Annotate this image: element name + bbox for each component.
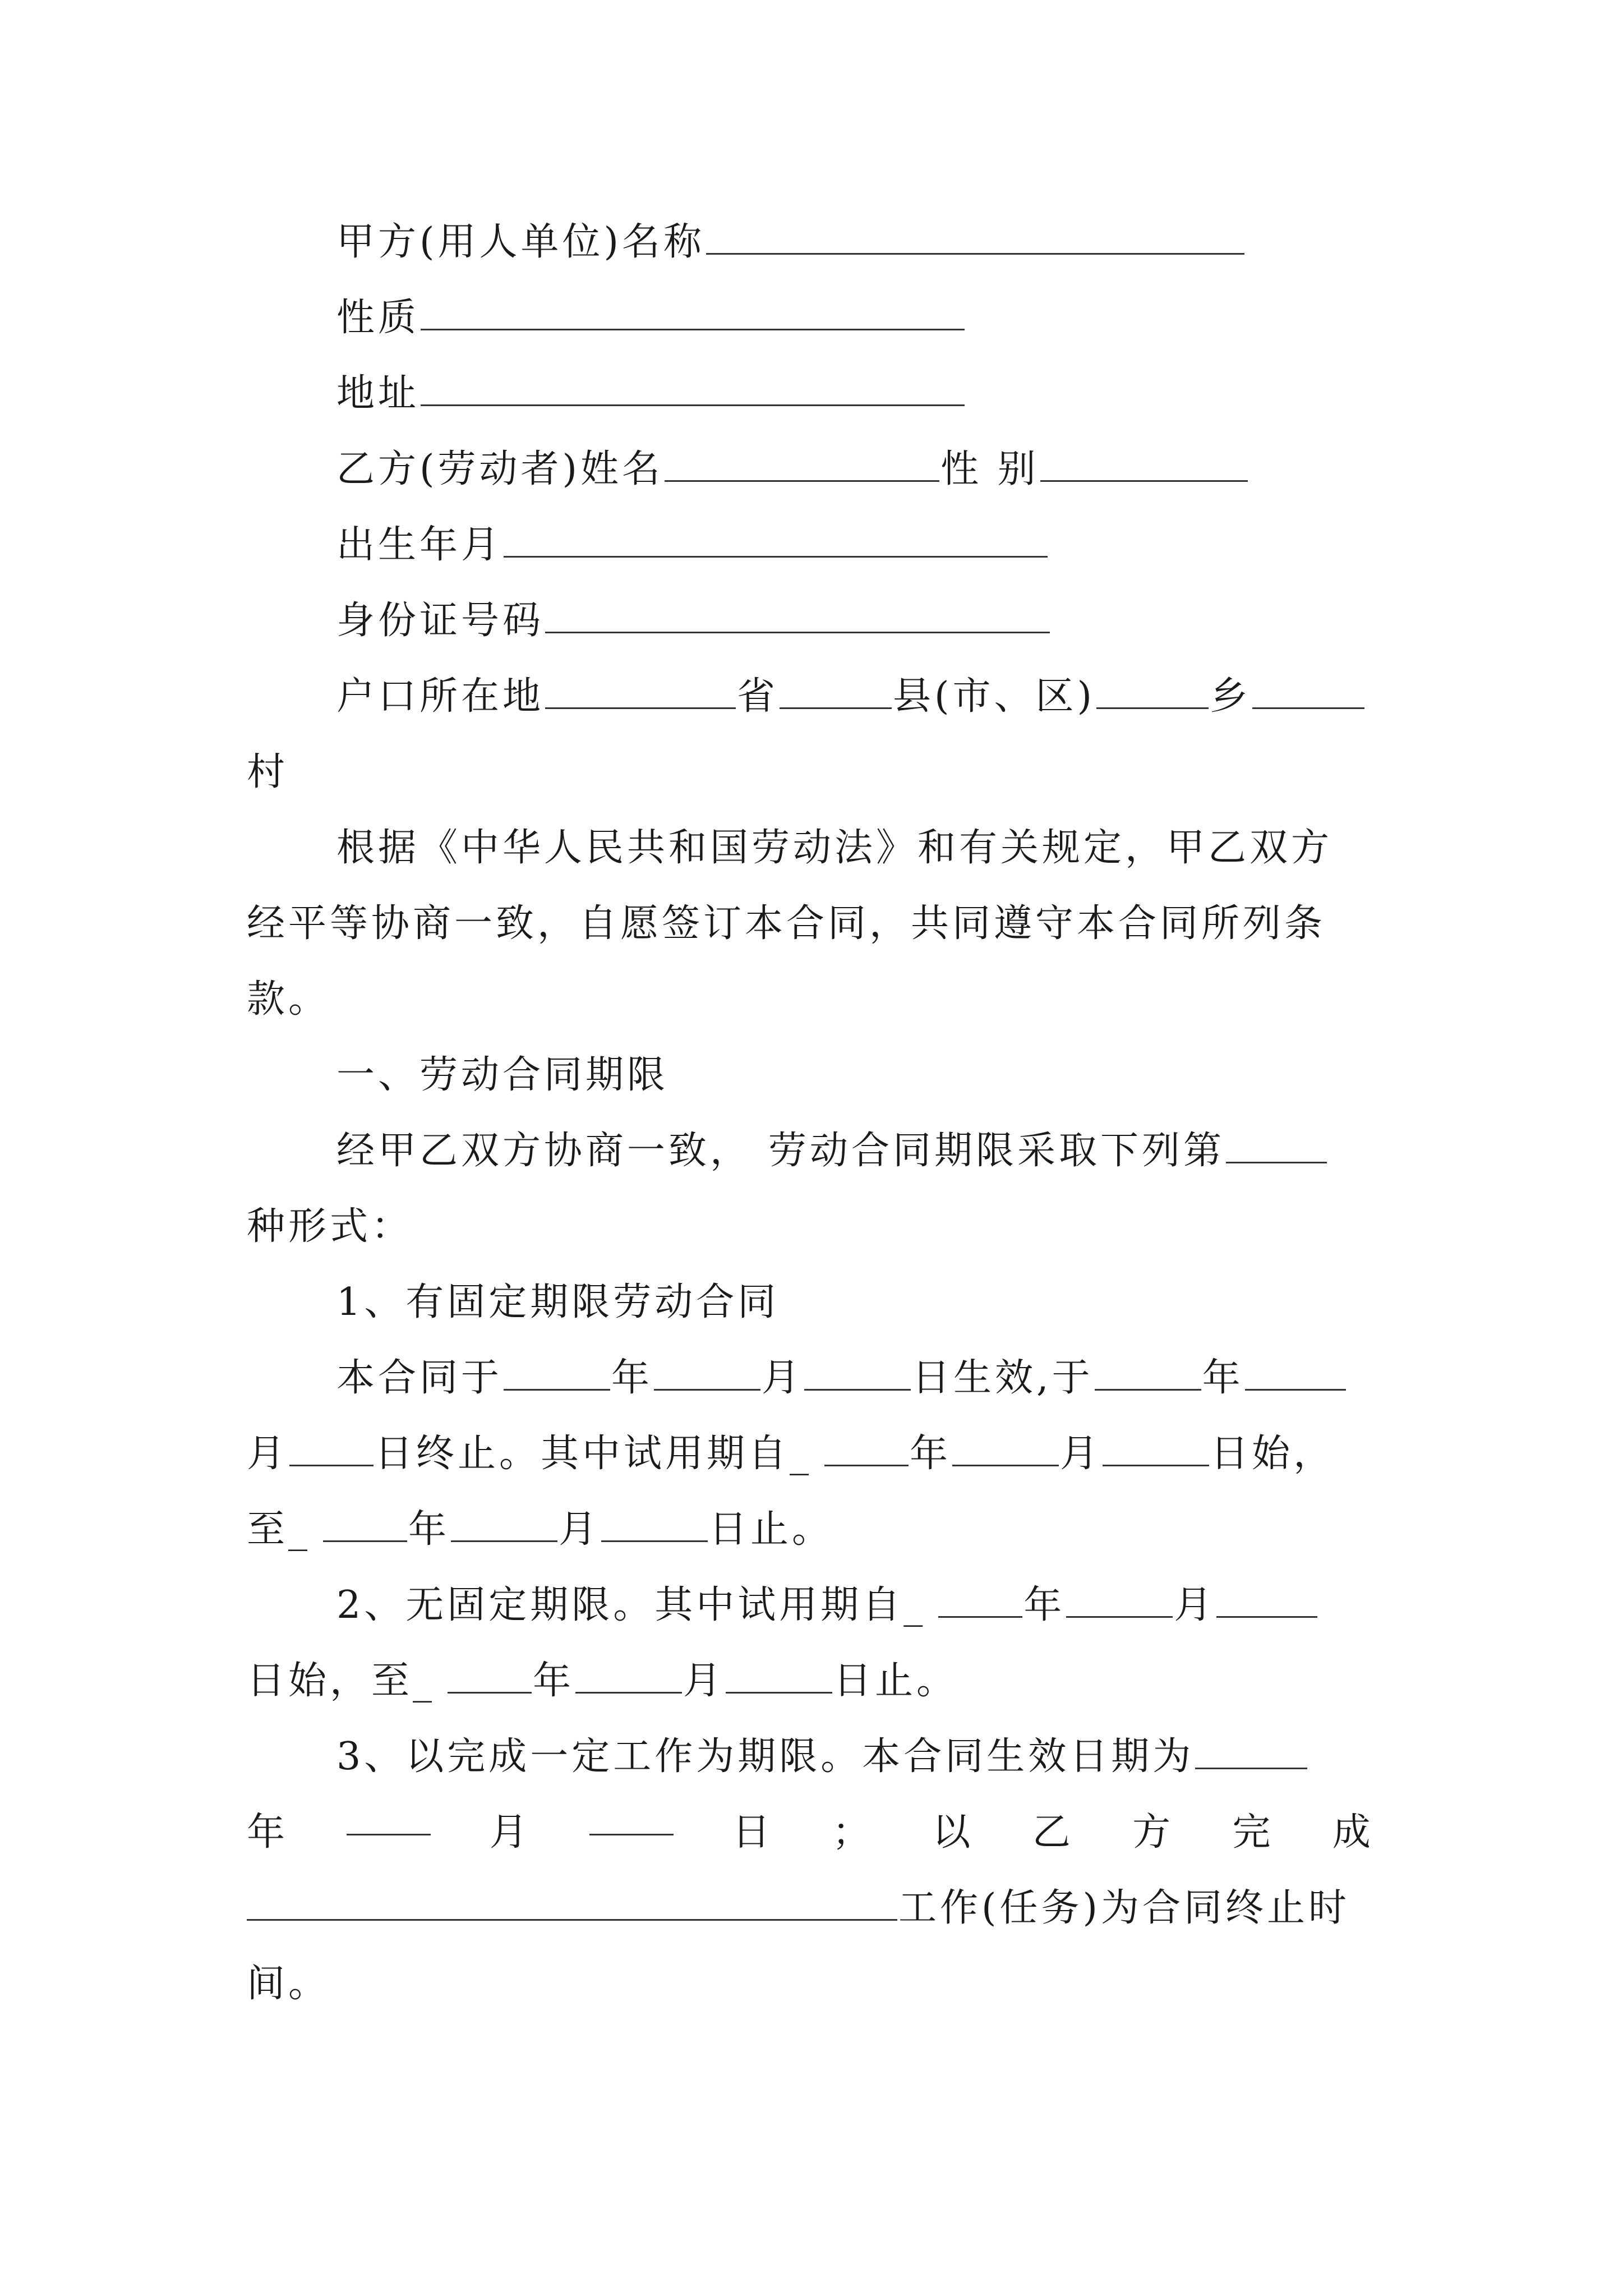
item-1-line-1: [336, 1345, 1347, 1412]
item-3-char-yi2: 乙: [1032, 1810, 1074, 1855]
party-b-id-label: 身份证号码: [336, 599, 545, 643]
hukou-village-blank[interactable]: [1252, 673, 1364, 709]
intro-text-b: 劳动合同期限采取下列第: [768, 1129, 1225, 1173]
item-1-l2-month: 月: [247, 1432, 289, 1476]
item-1-l2-month2: 月: [1060, 1432, 1102, 1476]
item-1-l1-year: 年: [611, 1356, 653, 1400]
item-1-l2-day: 日终止。其中试用期自_: [375, 1432, 813, 1476]
party-b-hukou-label: 户口所在地: [336, 674, 545, 719]
item-3-month: 月: [489, 1810, 531, 1855]
item-2-line-2: [247, 1648, 958, 1715]
item-1-l3-a: 至_: [247, 1507, 311, 1552]
item-3-line-1: [336, 1723, 1308, 1791]
item-1-trial-end-month-blank[interactable]: [451, 1506, 557, 1542]
hukou-village-label: 村: [247, 750, 289, 794]
party-a-nature-blank[interactable]: [421, 294, 965, 330]
party-b-name-row: [336, 436, 1249, 503]
preamble-text-2: 经平等协商一致，自愿签订本合同，共同遵守本合同所列条: [247, 901, 1326, 946]
party-a-name-label: 甲方(用人单位)名称: [336, 220, 706, 264]
item-2-trial-start-month-blank[interactable]: [1066, 1581, 1173, 1618]
party-b-name-label: 乙方(劳动者)姓名: [336, 447, 664, 491]
item-1-start-year-blank[interactable]: [504, 1354, 610, 1391]
party-b-gender-label: 性 别: [940, 447, 1039, 491]
item-1-l1-month: 月: [762, 1356, 804, 1400]
item-3-line-2: [247, 1799, 1374, 1866]
party-b-gender-blank[interactable]: [1040, 445, 1248, 482]
item-1-trial-start-day-blank[interactable]: [1103, 1430, 1209, 1466]
party-a-name-blank[interactable]: [706, 218, 1244, 255]
item-3-effective-year-blank[interactable]: [1195, 1733, 1307, 1769]
item-1-end-year-blank[interactable]: [1095, 1354, 1201, 1391]
item-3-char-cheng: 成: [1332, 1810, 1374, 1855]
contract-form-blank[interactable]: [1226, 1127, 1327, 1163]
item-1-trial-end-year-blank[interactable]: [323, 1506, 407, 1542]
hukou-township-label: 乡: [1210, 674, 1252, 719]
item-3-day: 日: [732, 1810, 774, 1855]
party-b-id-blank[interactable]: [545, 597, 1050, 633]
item-1-trial-start-month-blank[interactable]: [952, 1430, 1059, 1466]
intro-text-a: 经甲乙双方协商一致，: [336, 1129, 752, 1173]
item-3-semicolon: ；: [832, 1810, 874, 1855]
item-2-l2-month: 月: [683, 1659, 725, 1703]
hukou-county-label: 县(市、区): [893, 674, 1096, 719]
preamble-line-3: [247, 966, 330, 1033]
section-1-intro-line-2: [247, 1193, 413, 1260]
party-b-id-row: [336, 587, 1051, 655]
item-3-char-yi: 以: [932, 1810, 974, 1855]
preamble-line-1: [336, 815, 1332, 882]
party-b-birth-blank[interactable]: [504, 521, 1048, 558]
section-1-intro-line-1: [336, 1117, 1328, 1185]
party-b-name-blank[interactable]: [665, 445, 939, 482]
item-2-trial-end-year-blank[interactable]: [448, 1657, 532, 1694]
item-1-end-day-blank[interactable]: [289, 1430, 374, 1466]
item-1-start-month-blank[interactable]: [654, 1354, 760, 1391]
item-3-work-blank[interactable]: [247, 1884, 897, 1921]
preamble-line-2: [247, 890, 1326, 958]
party-b-birth-label: 出生年月: [336, 523, 503, 567]
item-2-trial-start-day-blank[interactable]: [1216, 1581, 1317, 1618]
item-1-l3-end: 日止。: [709, 1507, 834, 1552]
item-1-end-month-blank[interactable]: [1245, 1354, 1346, 1391]
item-3-char-wan: 完: [1232, 1810, 1274, 1855]
item-1-l2-end: 日始，: [1210, 1432, 1335, 1476]
item-1-trial-start-year-blank[interactable]: [824, 1430, 909, 1466]
item-3-l3-text: 工作(任务)为合同终止时: [898, 1886, 1350, 1930]
item-3-year: 年: [247, 1810, 289, 1855]
item-1-start-day-blank[interactable]: [804, 1354, 911, 1391]
item-2-l1-a: 2、无固定期限。其中试用期自_: [336, 1583, 926, 1627]
item-3-line-3: [247, 1875, 1350, 1942]
hukou-county-blank[interactable]: [780, 673, 892, 709]
item-1-title-text: 1、有固定期限劳动合同: [336, 1280, 780, 1324]
item-3-line-4: [247, 1950, 330, 2018]
hukou-province-blank[interactable]: [545, 673, 736, 709]
item-1-line-3: [247, 1496, 833, 1563]
item-3-l4-text: 间。: [247, 1962, 330, 2006]
party-a-nature-label: 性质: [336, 296, 420, 340]
party-a-address-row: [336, 360, 966, 427]
party-a-address-blank[interactable]: [421, 370, 965, 406]
hukou-province-label: 省: [737, 674, 779, 719]
party-b-birth-row: [336, 512, 1049, 579]
hukou-township-blank[interactable]: [1096, 673, 1209, 709]
item-1-l3-month: 月: [559, 1507, 601, 1552]
preamble-text-3: 款。: [247, 977, 330, 1022]
item-1-title: [336, 1269, 779, 1336]
item-2-l2-a: 日始，至_: [247, 1659, 436, 1703]
item-2-line-1: [336, 1572, 1318, 1639]
party-b-hukou-row: [336, 663, 1366, 730]
item-2-l1-year: 年: [1023, 1583, 1066, 1627]
party-a-address-label: 地址: [336, 371, 420, 416]
item-1-l2-year: 年: [910, 1432, 952, 1476]
item-1-l3-year: 年: [408, 1507, 450, 1552]
item-2-l2-end: 日止。: [833, 1659, 958, 1703]
item-1-line-2: [247, 1420, 1335, 1488]
item-3-day-blank[interactable]: [589, 1799, 674, 1835]
item-2-l2-year: 年: [533, 1659, 575, 1703]
hukou-village-row: [247, 739, 288, 806]
item-2-trial-end-day-blank[interactable]: [726, 1657, 832, 1694]
item-1-l1-day: 日生效,于: [912, 1356, 1094, 1400]
item-1-l1-a: 本合同于: [336, 1356, 503, 1400]
item-2-trial-start-year-blank[interactable]: [938, 1581, 1022, 1618]
item-3-char-fang: 方: [1132, 1810, 1174, 1855]
preamble-text-1: 根据《中华人民共和国劳动法》和有关规定，甲乙双方: [336, 826, 1333, 870]
intro-text-c: 种形式：: [247, 1204, 413, 1249]
section-1-heading: [336, 1042, 668, 1109]
section-1-heading-text: 一、劳动合同期限: [336, 1053, 669, 1097]
item-1-l1-year2: 年: [1202, 1356, 1244, 1400]
party-a-nature-row: [336, 284, 966, 352]
item-3-month-blank[interactable]: [347, 1799, 431, 1835]
item-1-trial-end-day-blank[interactable]: [601, 1506, 708, 1542]
item-3-l1-text: 3、以完成一定工作为期限。本合同生效日期为: [336, 1734, 1195, 1779]
item-2-l1-month: 月: [1174, 1583, 1216, 1627]
party-a-name-row: [336, 209, 1246, 276]
item-2-trial-end-month-blank[interactable]: [575, 1657, 682, 1694]
